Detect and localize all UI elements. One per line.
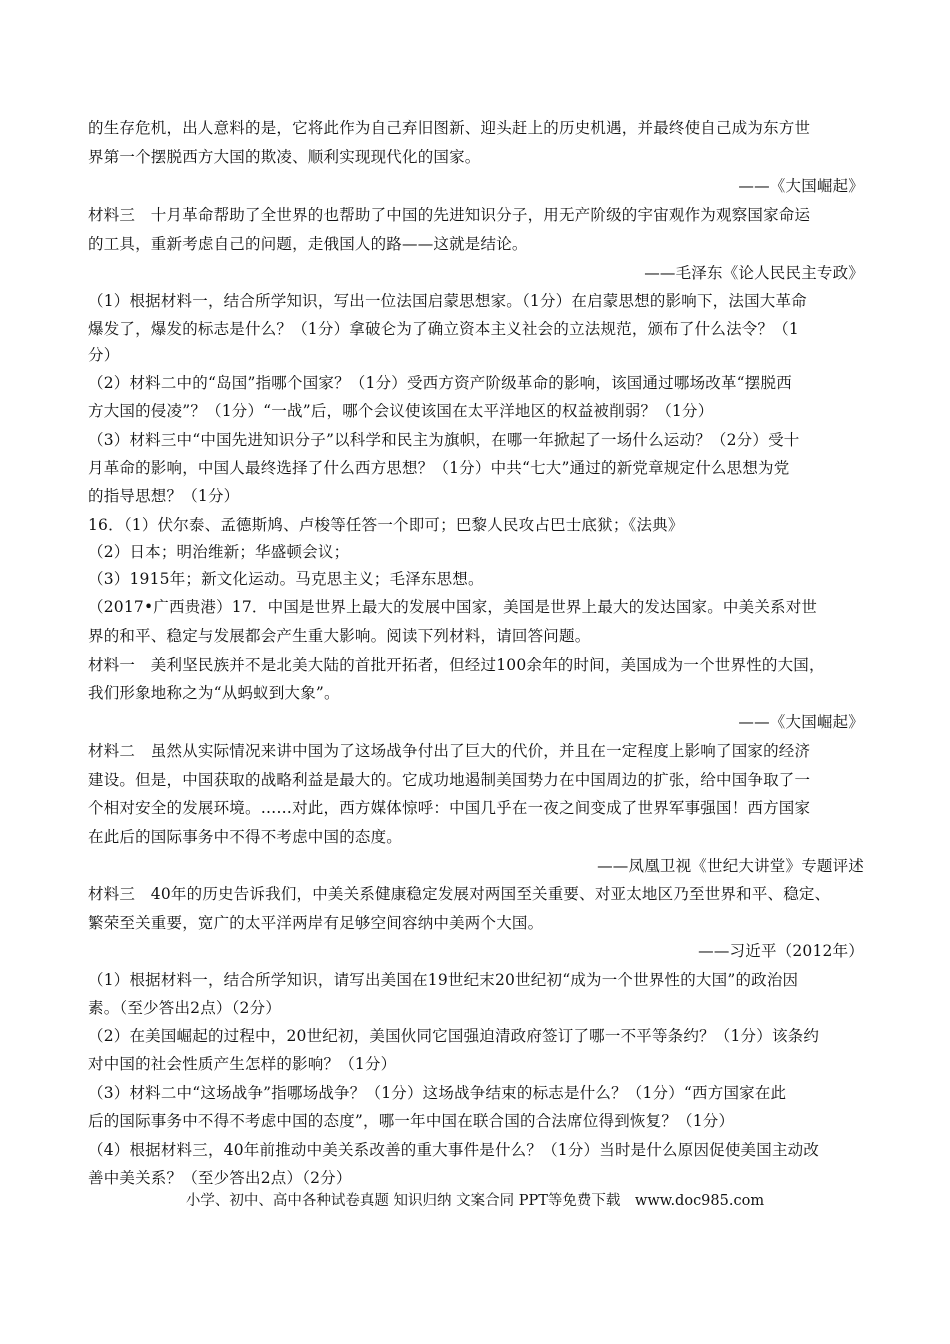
text-line: 繁荣至关重要，宽广的太平洋两岸有足够空间容纳中美两个大国。	[88, 914, 544, 932]
text-line: 材料三 十月革命帮助了全世界的也帮助了中国的先进知识分子，用无产阶级的宇宙观作为观察国家命运	[88, 206, 811, 224]
question-line: 善中美关系？（至少答出2点）（2分）	[88, 1169, 352, 1187]
question-line: 分）	[88, 346, 120, 364]
text-line: 我们形象地称之为“从蚂蚁到大象”。	[88, 684, 340, 702]
question-line: （2）材料二中的“岛国”指哪个国家？（1分）受西方资产阶级革命的影响，该国通过哪场改革“摆脱西	[88, 374, 792, 392]
citation-line: ——凤凰卫视《世纪大讲堂》专题评述	[597, 857, 864, 875]
page-footer: 小学、初中、高中各种试卷真题 知识归纳 文案合同 PPT等免费下载 www.doc985.com	[185, 1193, 765, 1209]
question-line: 素。（至少答出2点）（2分）	[88, 999, 282, 1017]
text-line: 界第一个摆脱西方大国的欺凌、顺利实现现代化的国家。	[88, 148, 481, 166]
answer-line: （3）1915年；新文化运动。马克思主义；毛泽东思想。	[88, 570, 484, 588]
question-line: 方大国的侵凌”？（1分）“一战”后，哪个会议使该国在太平洋地区的权益被削弱？（1分）	[88, 402, 714, 420]
citation-line: ——《大国崛起》	[738, 713, 864, 731]
text-line: 材料三 40年的历史告诉我们，中美关系健康稳定发展对两国至关重要、对亚太地区乃至世界和平、稳定、	[88, 885, 831, 903]
question-line: （4）根据材料三，40年前推动中美关系改善的重大事件是什么？（1分）当时是什么原因促使美国主动改	[88, 1141, 820, 1159]
citation-line: ——《大国崛起》	[738, 177, 864, 195]
text-line: 材料二 虽然从实际情况来讲中国为了这场战争付出了巨大的代价，并且在一定程度上影响了国家的经济	[88, 742, 811, 760]
text-line: 在此后的国际事务中不得不考虑中国的态度。	[88, 828, 403, 846]
question-line: （3）材料三中“中国先进知识分子”以科学和民主为旗帜，在哪一年掀起了一场什么运动？（2分）受十	[88, 431, 800, 449]
text-line: 的生存危机，出人意料的是，它将此作为自己弃旧图新、迎头赶上的历史机遇，并最终使自己成为东方世	[88, 119, 811, 137]
citation-line: ——毛泽东《论人民民主专政》	[644, 264, 864, 282]
answer-line: 16．（1）伏尔泰、孟德斯鸠、卢梭等任答一个即可；巴黎人民攻占巴士底狱；《法典》	[88, 516, 684, 534]
question-line: （2）在美国崛起的过程中，20世纪初，美国伙同它国强迫清政府签订了哪一不平等条约？（1分）该条约	[88, 1027, 820, 1045]
question-line: （1）根据材料一，结合所学知识，请写出美国在19世纪末20世纪初“成为一个世界性的大国”的政治因	[88, 971, 799, 989]
citation-line: ——习近平（2012年）	[698, 942, 864, 960]
text-line: 个相对安全的发展环境。……对此，西方媒体惊呼：中国几乎在一夜之间变成了世界军事强国！西方国家	[88, 799, 811, 817]
question-intro-line: 界的和平、稳定与发展都会产生重大影响。阅读下列材料，请回答问题。	[88, 627, 591, 645]
question-line: 爆发了，爆发的标志是什么？（1分）拿破仑为了确立资本主义社会的立法规范，颁布了什么法令？（1	[88, 320, 799, 338]
question-line: （3）材料二中“这场战争”指哪场战争？（1分）这场战争结束的标志是什么？（1分）“西方国家在此	[88, 1084, 787, 1102]
text-line: 建设。但是，中国获取的战略利益是最大的。它成功地遏制美国势力在中国周边的扩张，给中国争取了一	[88, 771, 811, 789]
question-line: 对中国的社会性质产生怎样的影响？（1分）	[88, 1055, 397, 1073]
text-line: 的工具，重新考虑自己的问题，走俄国人的路——这就是结论。	[88, 235, 528, 253]
question-line: 月革命的影响，中国人最终选择了什么西方思想？（1分）中共“七大”通过的新党章规定什么思想为党	[88, 459, 790, 477]
question-intro-line: （2017•广西贵港）17．中国是世界上最大的发展中国家，美国是世界上最大的发达国家。中美关系对世	[88, 598, 818, 616]
answer-line: （2）日本；明治维新；华盛顿会议；	[88, 543, 350, 561]
question-line: （1）根据材料一，结合所学知识，写出一位法国启蒙思想家。（1分）在启蒙思想的影响下，法国大革命	[88, 292, 807, 310]
question-line: 后的国际事务中不得不考虑中国的态度”，哪一年中国在联合国的合法席位得到恢复？（1分）	[88, 1112, 735, 1130]
question-line: 的指导思想？（1分）	[88, 487, 240, 505]
text-line: 材料一 美利坚民族并不是北美大陆的首批开拓者，但经过100余年的时间，美国成为一个世界性的大国，	[88, 656, 825, 674]
